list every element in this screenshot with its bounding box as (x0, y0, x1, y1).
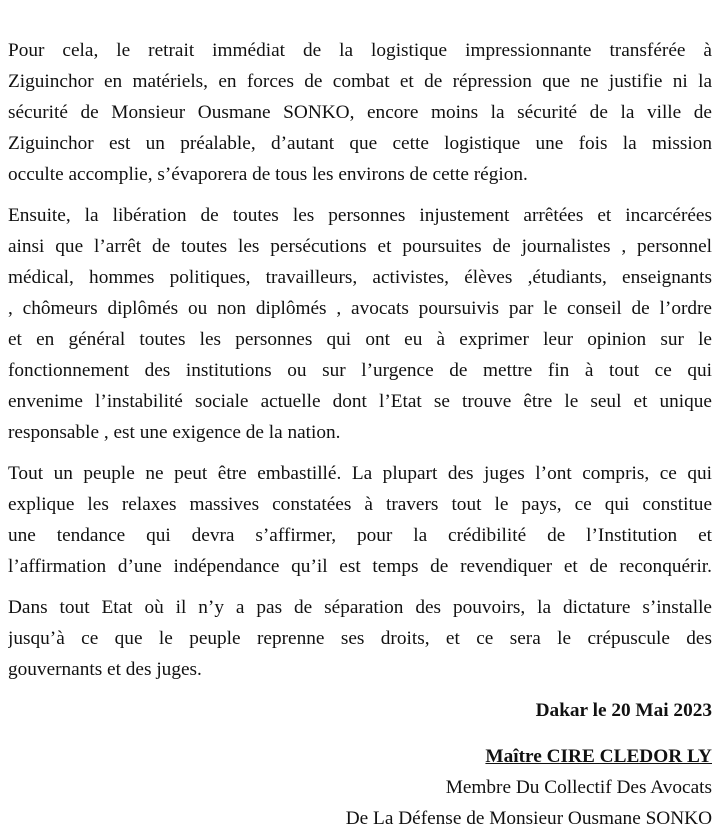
signature-org: De La Défense de Monsieur Ousmane SONKO (345, 808, 712, 829)
text-line: Tout un peuple ne peut être embastillé. La plupart des juges l’ont compris, ce qui (8, 463, 712, 484)
text-line: , chômeurs diplômés ou non diplômés , avocats poursuivis par le conseil de l’ordre (8, 298, 712, 319)
text-line: et en général toutes les personnes qui ont eu à exprimer leur opinion sur le (8, 329, 712, 350)
text-line: explique les relaxes massives constatées à travers tout le pays, ce qui constitue (8, 494, 712, 515)
text-line: sécurité de Monsieur Ousmane SONKO, encore moins la sécurité de la ville de (8, 102, 712, 123)
text-line: fonctionnement des institutions ou sur l’urgence de mettre fin à tout ce qui (8, 360, 712, 381)
text-line: responsable , est une exigence de la nation. (8, 422, 341, 443)
signature-name: Maître CIRE CLEDOR LY (485, 746, 712, 767)
paragraph-judges (8, 458, 712, 582)
text-line: Dans tout Etat où il n’y a pas de séparation des pouvoirs, la dictature s’installe (8, 597, 712, 618)
text-line: gouvernants et des juges. (8, 659, 202, 680)
paragraph-separation (8, 592, 712, 685)
text-line: Ziguinchor en matériels, en forces de combat et de répression que ne justifie ni la (8, 71, 712, 92)
text-line: occulte accomplie, s’évaporera de tous les environs de cette région. (8, 164, 528, 185)
paragraph-logistics (8, 35, 712, 190)
signature-role: Membre Du Collectif Des Avocats (445, 777, 712, 798)
text-line: envenime l’instabilité sociale actuelle dont l’Etat se trouve être le seul et unique (8, 391, 712, 412)
text-line: Pour cela, le retrait immédiat de la logistique impressionnante transférée à (8, 40, 712, 61)
paragraph-liberation (8, 200, 712, 448)
text-line: une tendance qui devra s’affirmer, pour la crédibilité de l’Institution et (8, 525, 712, 546)
signature-date: Dakar le 20 Mai 2023 (535, 700, 712, 721)
text-line: l’affirmation d’une indépendance qu’il est temps de revendiquer et de reconquérir. (8, 556, 712, 577)
text-line: jusqu’à ce que le peuple reprenne ses droits, et ce sera le crépuscule des (8, 628, 712, 649)
text-line: Ensuite, la libération de toutes les personnes injustement arrêtées et incarcérées (8, 205, 712, 226)
text-line: ainsi que l’arrêt de toutes les persécutions et poursuites de journalistes , personnel (8, 236, 712, 257)
text-line: Ziguinchor est un préalable, d’autant que cette logistique une fois la mission (8, 133, 712, 154)
text-line: médical, hommes politiques, travailleurs, activistes, élèves ,étudiants, enseignants (8, 267, 712, 288)
